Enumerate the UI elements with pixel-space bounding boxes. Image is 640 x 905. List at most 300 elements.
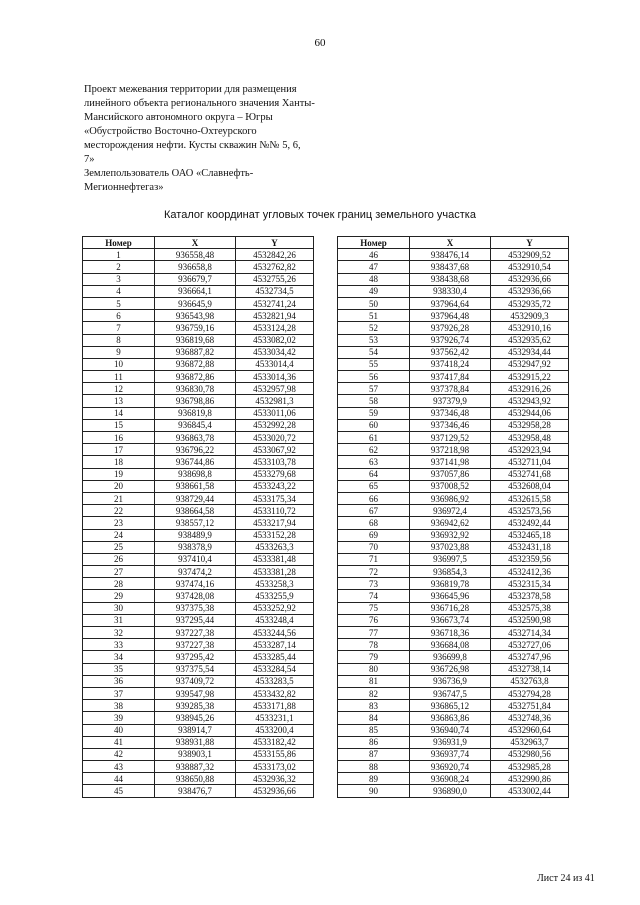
cell-x: 938557,12 [155,517,236,529]
cell-y: 4533381,48 [236,553,314,565]
cell-y: 4532821,94 [236,310,314,322]
cell-x: 937378,84 [410,383,491,395]
cell-y: 4532990,86 [491,773,569,785]
table-row [83,541,314,553]
table-row [83,529,314,541]
cell-y: 4533014,36 [236,371,314,383]
table-row [338,675,569,687]
cell-x: 938664,58 [155,505,236,517]
table-row [338,322,569,334]
table-row [338,492,569,504]
table-row [83,383,314,395]
cell-y: 4532958,28 [491,419,569,431]
cell-x: 937418,24 [410,358,491,370]
cell-x: 937227,38 [155,627,236,639]
cell-y: 4532910,16 [491,322,569,334]
header-number: Номер [338,237,410,249]
cell-y: 4532909,3 [491,310,569,322]
cell-number: 13 [83,395,155,407]
cell-number: 41 [83,736,155,748]
table-row [83,614,314,626]
cell-x: 936716,28 [410,602,491,614]
cell-y: 4532748,36 [491,712,569,724]
cell-x: 936890,0 [410,785,491,797]
cell-number: 19 [83,468,155,480]
table-row [83,627,314,639]
cell-y: 4532590,98 [491,614,569,626]
cell-number: 76 [338,614,410,626]
cell-number: 1 [83,249,155,261]
cell-y: 4533258,3 [236,578,314,590]
cell-number: 54 [338,346,410,358]
table-row [83,432,314,444]
cell-y: 4532992,28 [236,419,314,431]
table-row [83,553,314,565]
cell-number: 22 [83,505,155,517]
project-line: 7» [84,154,95,165]
cell-x: 936854,3 [410,566,491,578]
cell-y: 4532747,96 [491,651,569,663]
cell-number: 36 [83,675,155,687]
cell-y: 4532359,56 [491,553,569,565]
cell-y: 4532980,56 [491,748,569,760]
cell-x: 937964,48 [410,310,491,322]
page-number: 60 [314,37,326,49]
cell-y: 4532909,52 [491,249,569,261]
project-line: «Обустройство Восточно-Охтеурского [84,126,257,137]
cell-x: 936798,86 [155,395,236,407]
cell-y: 4532944,06 [491,407,569,419]
cell-y: 4533255,9 [236,590,314,602]
cell-x: 938931,88 [155,736,236,748]
cell-number: 55 [338,358,410,370]
cell-x: 937926,28 [410,322,491,334]
cell-number: 84 [338,712,410,724]
cell-number: 51 [338,310,410,322]
cell-y: 4532963,7 [491,736,569,748]
cell-x: 936684,08 [410,639,491,651]
cell-number: 45 [83,785,155,797]
cell-number: 30 [83,602,155,614]
table-row [83,590,314,602]
cell-x: 936920,74 [410,761,491,773]
cell-number: 25 [83,541,155,553]
cell-y: 4533231,1 [236,712,314,724]
table-row [338,687,569,699]
table-row [338,456,569,468]
cell-x: 939285,38 [155,700,236,712]
table-row [338,724,569,736]
cell-x: 938729,44 [155,492,236,504]
cell-number: 9 [83,346,155,358]
cell-y: 4533171,88 [236,700,314,712]
cell-x: 937428,08 [155,590,236,602]
cell-x: 936931,9 [410,736,491,748]
cell-x: 937141,98 [410,456,491,468]
cell-number: 81 [338,675,410,687]
table-row [83,285,314,297]
cell-y: 4533287,14 [236,639,314,651]
table-row [83,310,314,322]
cell-number: 40 [83,724,155,736]
cell-number: 66 [338,492,410,504]
cell-y: 4533152,28 [236,529,314,541]
cell-y: 4533381,28 [236,566,314,578]
table-row [338,614,569,626]
cell-number: 75 [338,602,410,614]
cell-y: 4532608,04 [491,480,569,492]
cell-x: 936819,8 [155,407,236,419]
cell-y: 4533284,54 [236,663,314,675]
cell-y: 4532910,54 [491,261,569,273]
cell-y: 4532738,14 [491,663,569,675]
cell-x: 938437,68 [410,261,491,273]
cell-number: 59 [338,407,410,419]
cell-number: 17 [83,444,155,456]
cell-y: 4532763,8 [491,675,569,687]
cell-x: 938945,26 [155,712,236,724]
cell-y: 4532981,3 [236,395,314,407]
cell-x: 936863,78 [155,432,236,444]
table-row [338,419,569,431]
table-row [83,261,314,273]
cell-number: 72 [338,566,410,578]
cell-number: 77 [338,627,410,639]
cell-number: 33 [83,639,155,651]
cell-number: 78 [338,639,410,651]
cell-y: 4532957,98 [236,383,314,395]
cell-x: 938476,14 [410,249,491,261]
cell-y: 4533200,4 [236,724,314,736]
cell-x: 936997,5 [410,553,491,565]
table-row [83,566,314,578]
table-row [83,444,314,456]
table-row [83,773,314,785]
project-line: месторождения нефти. Кусты скважин №№ 5, 6, [84,140,301,151]
cell-number: 2 [83,261,155,273]
table-header-row [83,237,314,249]
cell-number: 35 [83,663,155,675]
cell-y: 4533244,56 [236,627,314,639]
cell-number: 69 [338,529,410,541]
cell-number: 46 [338,249,410,261]
cell-number: 42 [83,748,155,760]
cell-y: 4532615,58 [491,492,569,504]
land-user-line: Мегионнефтегаз» [84,182,164,193]
table-row [338,444,569,456]
cell-number: 70 [338,541,410,553]
table-row [338,578,569,590]
table-row [83,700,314,712]
cell-y: 4533243,22 [236,480,314,492]
cell-x: 936759,16 [155,322,236,334]
cell-y: 4533283,5 [236,675,314,687]
cell-x: 938661,58 [155,480,236,492]
cell-number: 85 [338,724,410,736]
cell-y: 4532755,26 [236,273,314,285]
cell-x: 938438,68 [410,273,491,285]
cell-x: 938650,88 [155,773,236,785]
cell-x: 937295,42 [155,651,236,663]
cell-y: 4532985,28 [491,761,569,773]
cell-y: 4533279,68 [236,468,314,480]
cell-x: 936830,78 [155,383,236,395]
cell-number: 11 [83,371,155,383]
cell-y: 4532936,66 [236,785,314,797]
land-user [84,167,374,195]
table-row [338,407,569,419]
cell-y: 4533175,34 [236,492,314,504]
cell-y: 4532431,18 [491,541,569,553]
table-row [338,371,569,383]
cell-number: 32 [83,627,155,639]
cell-x: 936887,82 [155,346,236,358]
cell-x: 939547,98 [155,687,236,699]
cell-y: 4532842,26 [236,249,314,261]
cell-y: 4532378,58 [491,590,569,602]
cell-number: 49 [338,285,410,297]
cell-y: 4532936,66 [491,273,569,285]
cell-y: 4533011,06 [236,407,314,419]
cell-y: 4532947,92 [491,358,569,370]
cell-y: 4532794,28 [491,687,569,699]
cell-x: 937409,72 [155,675,236,687]
cell-x: 936872,88 [155,358,236,370]
cell-number: 74 [338,590,410,602]
cell-x: 936699,8 [410,651,491,663]
cell-x: 937410,4 [155,553,236,565]
cell-number: 65 [338,480,410,492]
table-row [338,712,569,724]
cell-x: 936744,86 [155,456,236,468]
table-row [83,334,314,346]
cell-number: 90 [338,785,410,797]
cell-x: 936845,4 [155,419,236,431]
table-row [338,249,569,261]
cell-y: 4532575,38 [491,602,569,614]
table-row [83,785,314,797]
cell-x: 938476,7 [155,785,236,797]
table-row [83,371,314,383]
table-row [338,334,569,346]
table-row [338,639,569,651]
cell-number: 10 [83,358,155,370]
cell-y: 4532916,26 [491,383,569,395]
cell-y: 4532734,5 [236,285,314,297]
table-row [83,687,314,699]
table-row [338,517,569,529]
table-row [83,468,314,480]
cell-number: 61 [338,432,410,444]
cell-number: 83 [338,700,410,712]
cell-x: 938698,8 [155,468,236,480]
table-row [83,651,314,663]
cell-number: 79 [338,651,410,663]
table-row [338,761,569,773]
cell-number: 57 [338,383,410,395]
cell-x: 936865,12 [410,700,491,712]
cell-x: 936937,74 [410,748,491,760]
table-row [338,261,569,273]
cell-number: 15 [83,419,155,431]
table-row [338,383,569,395]
cell-x: 938378,9 [155,541,236,553]
project-line: Мансийского автономного округа – Югры [84,112,273,123]
cell-y: 4533082,02 [236,334,314,346]
cell-x: 936932,92 [410,529,491,541]
table-row [83,456,314,468]
cell-number: 73 [338,578,410,590]
cell-y: 4533034,42 [236,346,314,358]
cell-number: 68 [338,517,410,529]
table-row [83,480,314,492]
cell-x: 937379,9 [410,395,491,407]
cell-x: 936558,48 [155,249,236,261]
cell-y: 4532751,84 [491,700,569,712]
table-row [83,346,314,358]
cell-y: 4532943,92 [491,395,569,407]
cell-y: 4532936,66 [491,285,569,297]
cell-number: 64 [338,468,410,480]
table-row [83,602,314,614]
table-row [83,492,314,504]
cell-y: 4532492,44 [491,517,569,529]
cell-x: 937129,52 [410,432,491,444]
table-row [83,273,314,285]
cell-y: 4532727,06 [491,639,569,651]
header-y: Y [236,237,314,249]
cell-x: 936908,24 [410,773,491,785]
cell-x: 938330,4 [410,285,491,297]
project-line: Проект межевания территории для размещения [84,84,297,95]
cell-x: 937562,42 [410,346,491,358]
cell-x: 938914,7 [155,724,236,736]
cell-number: 82 [338,687,410,699]
cell-number: 12 [83,383,155,395]
cell-x: 936942,62 [410,517,491,529]
cell-number: 31 [83,614,155,626]
cell-x: 938489,9 [155,529,236,541]
table-row [338,480,569,492]
cell-x: 936819,68 [155,334,236,346]
cell-number: 20 [83,480,155,492]
cell-number: 7 [83,322,155,334]
cell-number: 50 [338,297,410,309]
cell-number: 27 [83,566,155,578]
cell-number: 24 [83,529,155,541]
cell-number: 71 [338,553,410,565]
land-user-line: Землепользователь ОАО «Славнефть- [84,168,254,179]
cell-y: 4532762,82 [236,261,314,273]
table-row [338,736,569,748]
cell-y: 4532412,36 [491,566,569,578]
cell-y: 4533020,72 [236,432,314,444]
header-number: Номер [83,237,155,249]
table-row [83,748,314,760]
table-row [83,407,314,419]
cell-x: 936658,8 [155,261,236,273]
table-row [83,249,314,261]
cell-x: 937295,44 [155,614,236,626]
cell-y: 4533263,3 [236,541,314,553]
cell-number: 89 [338,773,410,785]
cell-x: 937926,74 [410,334,491,346]
cell-number: 5 [83,297,155,309]
cell-y: 4532936,32 [236,773,314,785]
table-row [338,590,569,602]
table-row [338,273,569,285]
table-row [338,358,569,370]
cell-x: 937417,84 [410,371,491,383]
table-row [338,602,569,614]
table-row [83,639,314,651]
cell-x: 937218,98 [410,444,491,456]
cell-y: 4533173,02 [236,761,314,773]
cell-number: 87 [338,748,410,760]
cell-y: 4532935,72 [491,297,569,309]
cell-x: 936940,74 [410,724,491,736]
cell-x: 937346,48 [410,407,491,419]
cell-x: 936796,22 [155,444,236,456]
cell-y: 4533103,78 [236,456,314,468]
cell-y: 4533110,72 [236,505,314,517]
coordinates-table-right [337,236,569,798]
cell-y: 4533155,86 [236,748,314,760]
cell-x: 936718,36 [410,627,491,639]
cell-number: 60 [338,419,410,431]
cell-number: 43 [83,761,155,773]
table-row [83,419,314,431]
cell-y: 4532714,34 [491,627,569,639]
cell-number: 62 [338,444,410,456]
cell-x: 937375,54 [155,663,236,675]
table-row [83,395,314,407]
cell-y: 4532315,34 [491,578,569,590]
cell-number: 18 [83,456,155,468]
table-row [338,566,569,578]
cell-x: 937008,52 [410,480,491,492]
project-line: линейного объекта регионального значения Ханты- [84,98,315,109]
cell-x: 937964,64 [410,297,491,309]
cell-number: 47 [338,261,410,273]
table-row [83,322,314,334]
table-row [338,395,569,407]
project-title [84,83,374,167]
cell-number: 8 [83,334,155,346]
table-row [338,541,569,553]
table-row [338,297,569,309]
cell-x: 937227,38 [155,639,236,651]
cell-y: 4532741,68 [491,468,569,480]
cell-y: 4532465,18 [491,529,569,541]
cell-number: 29 [83,590,155,602]
cell-number: 67 [338,505,410,517]
cell-x: 936645,9 [155,297,236,309]
table-row [83,675,314,687]
cell-number: 58 [338,395,410,407]
cell-x: 936986,92 [410,492,491,504]
cell-number: 16 [83,432,155,444]
cell-y: 4532935,62 [491,334,569,346]
table-row [83,505,314,517]
header-x: X [155,237,236,249]
table-row [83,297,314,309]
cell-number: 48 [338,273,410,285]
cell-y: 4532741,24 [236,297,314,309]
catalog-title: Каталог координат угловых точек границ земельного участка [164,209,476,221]
cell-x: 936872,86 [155,371,236,383]
table-row [338,553,569,565]
